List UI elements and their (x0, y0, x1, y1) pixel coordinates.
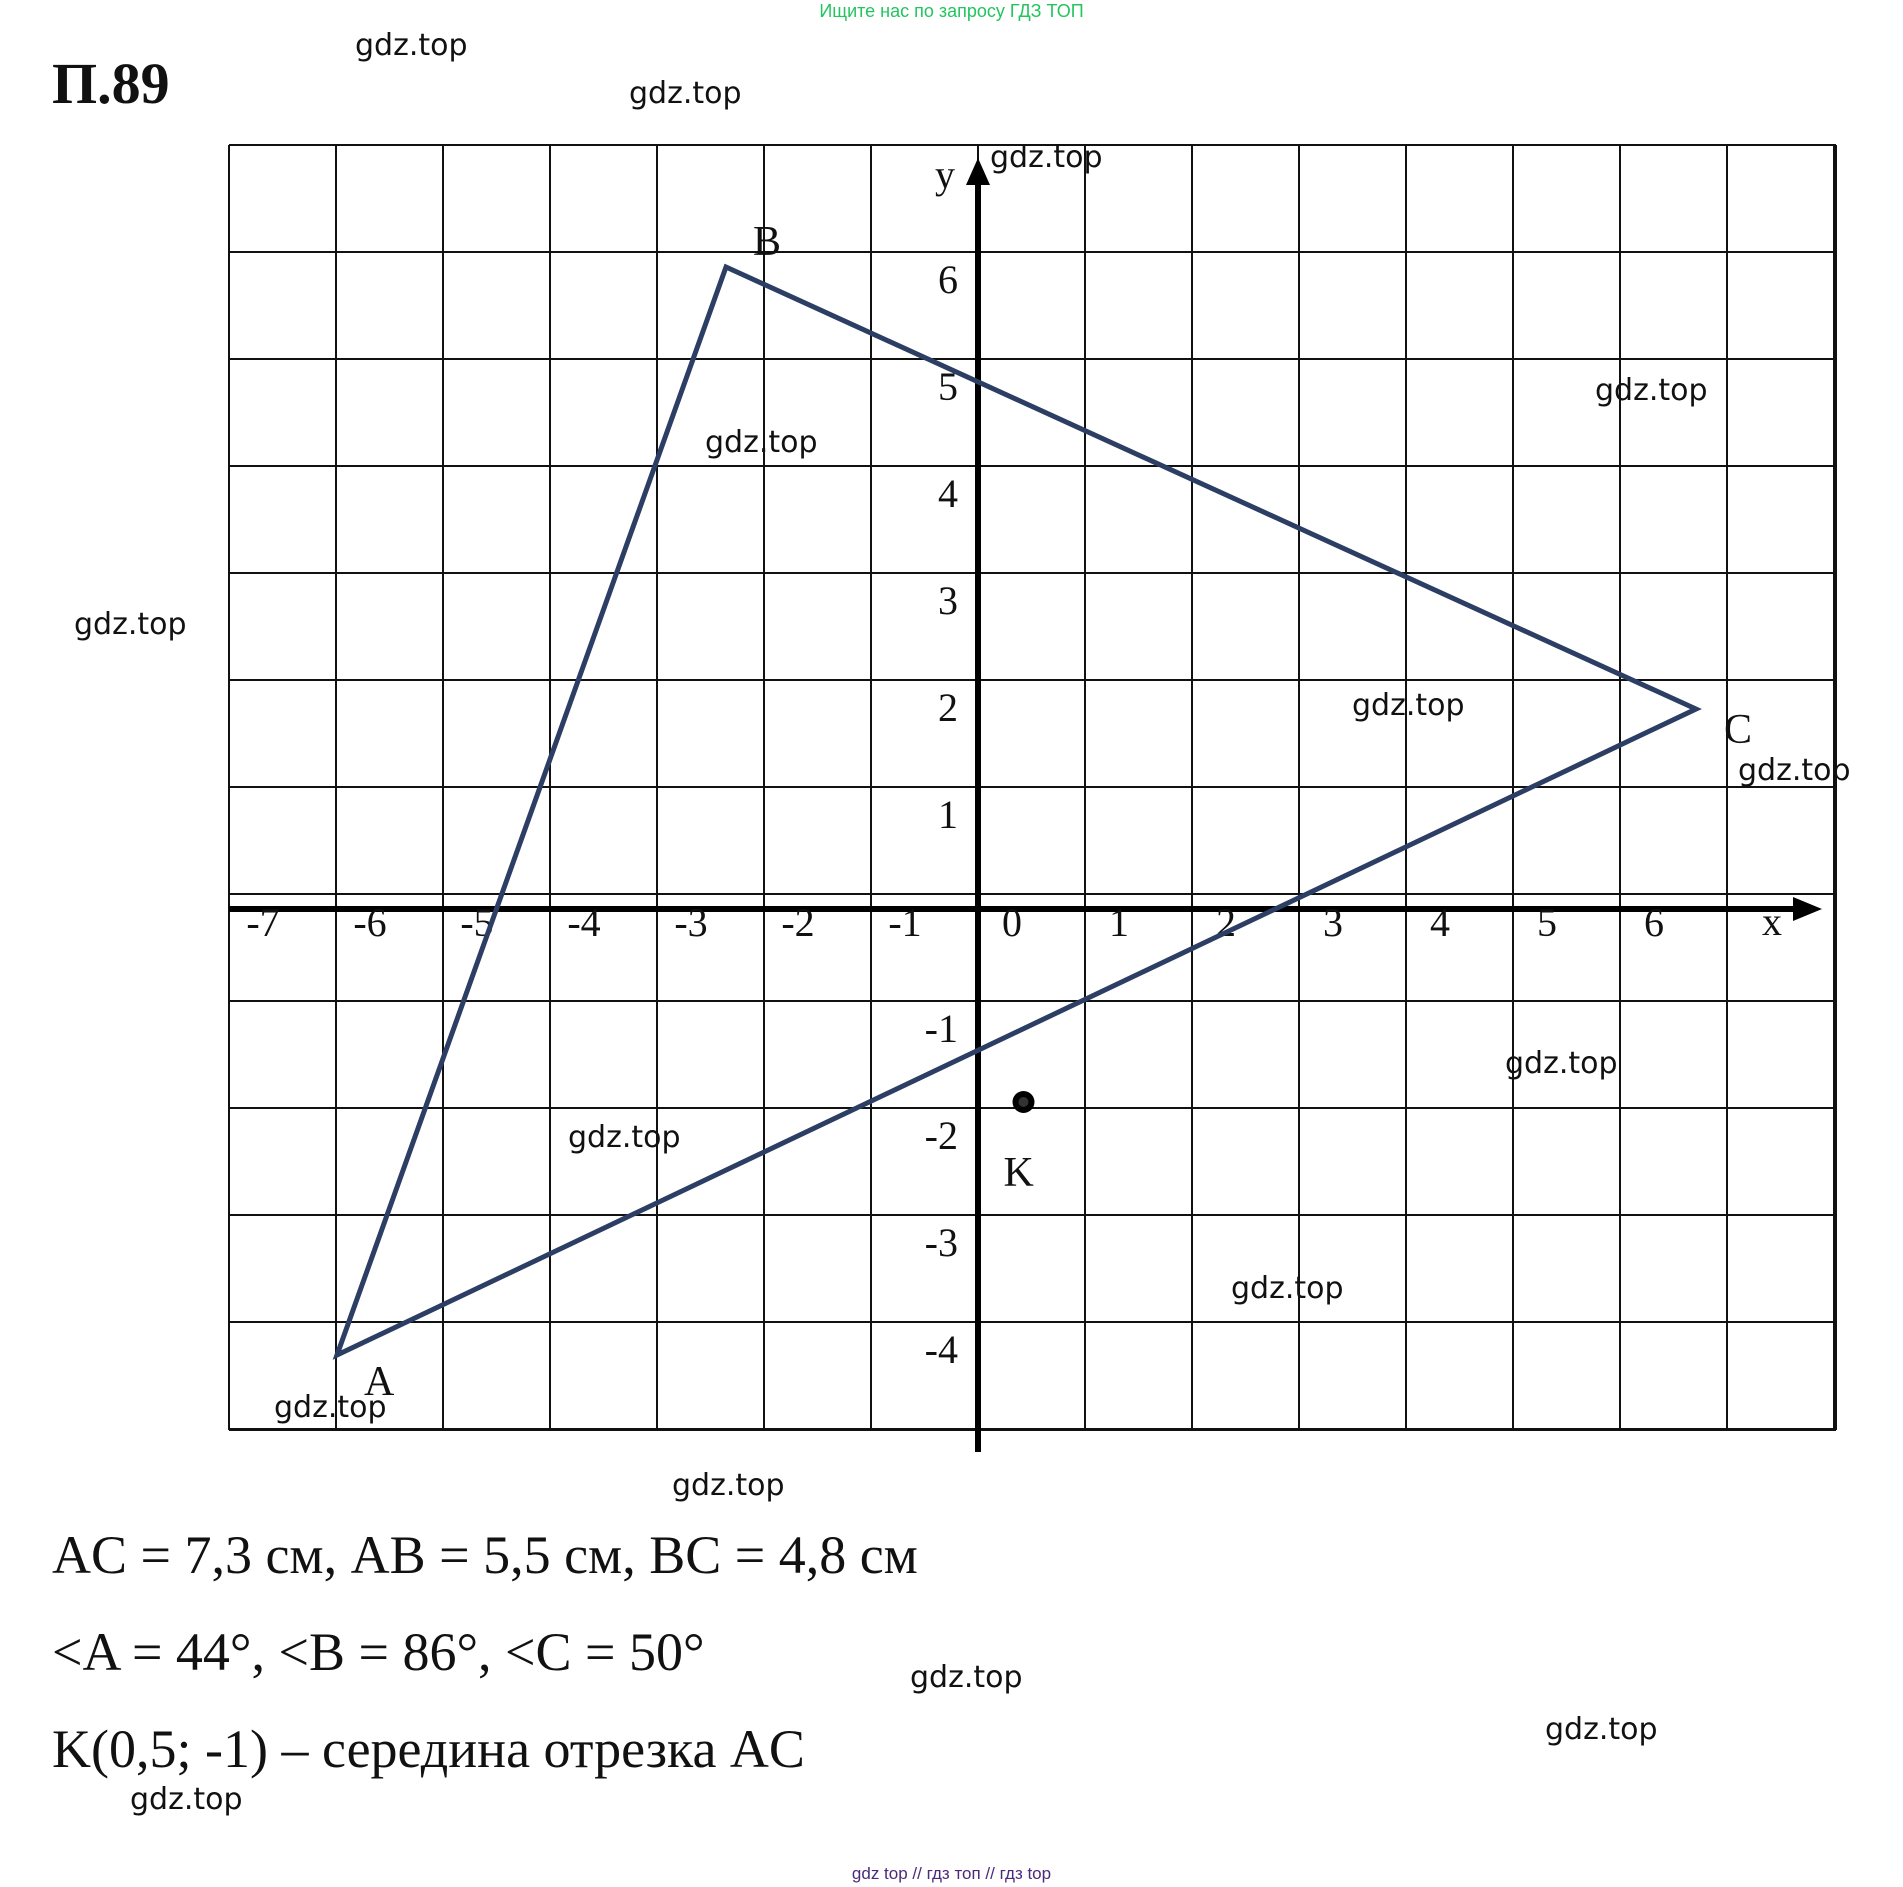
x-tick-label: 1 (1109, 900, 1129, 945)
y-tick-label: 2 (938, 685, 958, 730)
x-tick-label: 2 (1216, 900, 1236, 945)
search-hint-link[interactable]: Ищите нас по запросу ГДЗ ТОП (819, 1, 1084, 21)
y-tick-label: -4 (924, 1327, 958, 1372)
x-tick-label: -6 (353, 900, 387, 945)
y-tick-label: 5 (938, 364, 958, 409)
x-tick-label: -4 (567, 900, 601, 945)
x-tick-label: -5 (460, 900, 494, 945)
watermark: gdz.top (74, 607, 187, 642)
watermark: gdz.top (1738, 753, 1851, 788)
tick-labels (246, 257, 1664, 1372)
x-axis-arrow (1793, 897, 1822, 921)
watermark: gdz.top (1352, 688, 1465, 723)
axes (229, 152, 1822, 1452)
x-tick-label: -3 (674, 900, 708, 945)
x-tick-label: 4 (1430, 900, 1450, 945)
watermark: gdz.top (705, 425, 818, 460)
grid (229, 145, 1836, 1430)
watermark: gdz.top (910, 1660, 1023, 1695)
point-label-k: K (1003, 1150, 1034, 1196)
watermark: gdz.top (1505, 1046, 1618, 1081)
x-tick-label: 6 (1644, 900, 1664, 945)
y-tick-label: 1 (938, 792, 958, 837)
x-tick-label: -1 (888, 900, 922, 945)
y-axis-label: y (935, 152, 955, 197)
point-label-a: A (364, 1359, 395, 1405)
y-tick-label: 3 (938, 578, 958, 623)
watermark: gdz.top (990, 140, 1103, 175)
watermark: gdz.top (355, 28, 468, 63)
x-axis-label: x (1762, 899, 1782, 944)
watermark: gdz.top (1545, 1712, 1658, 1747)
y-tick-label: -1 (924, 1006, 958, 1051)
watermark: gdz.top (274, 1390, 387, 1425)
midpoint-statement: K(0,5; -1) – середина отрезка AC (52, 1719, 805, 1779)
point-label-c: C (1724, 707, 1753, 753)
y-axis-arrow (966, 158, 990, 185)
x-tick-label: -2 (781, 900, 815, 945)
problem-title: П.89 (52, 51, 170, 116)
footer-links[interactable]: gdz top // гдз топ // гдз top (851, 1864, 1052, 1883)
watermark: gdz.top (629, 76, 742, 111)
watermark: gdz.top (672, 1468, 785, 1503)
watermark: gdz.top (1231, 1271, 1344, 1306)
x-tick-label: -7 (246, 900, 280, 945)
y-tick-label: -2 (924, 1113, 958, 1158)
midpoint-dot-inner (1019, 1097, 1029, 1107)
x-tick-label: 5 (1537, 900, 1557, 945)
watermark: gdz.top (1595, 373, 1708, 408)
watermark: gdz.top (130, 1782, 243, 1817)
y-tick-label: 4 (938, 471, 958, 516)
y-tick-label: -3 (924, 1220, 958, 1265)
watermark: gdz.top (568, 1120, 681, 1155)
x-tick-label: 3 (1323, 900, 1343, 945)
x-tick-label: 0 (1002, 900, 1022, 945)
point-label-b: B (753, 219, 782, 265)
y-tick-label: 6 (938, 257, 958, 302)
angle-measures: <A = 44°, <B = 86°, <C = 50° (52, 1622, 705, 1682)
side-lengths: AC = 7,3 см, AB = 5,5 см, BC = 4,8 см (52, 1525, 918, 1585)
point-labels (364, 219, 1752, 1405)
